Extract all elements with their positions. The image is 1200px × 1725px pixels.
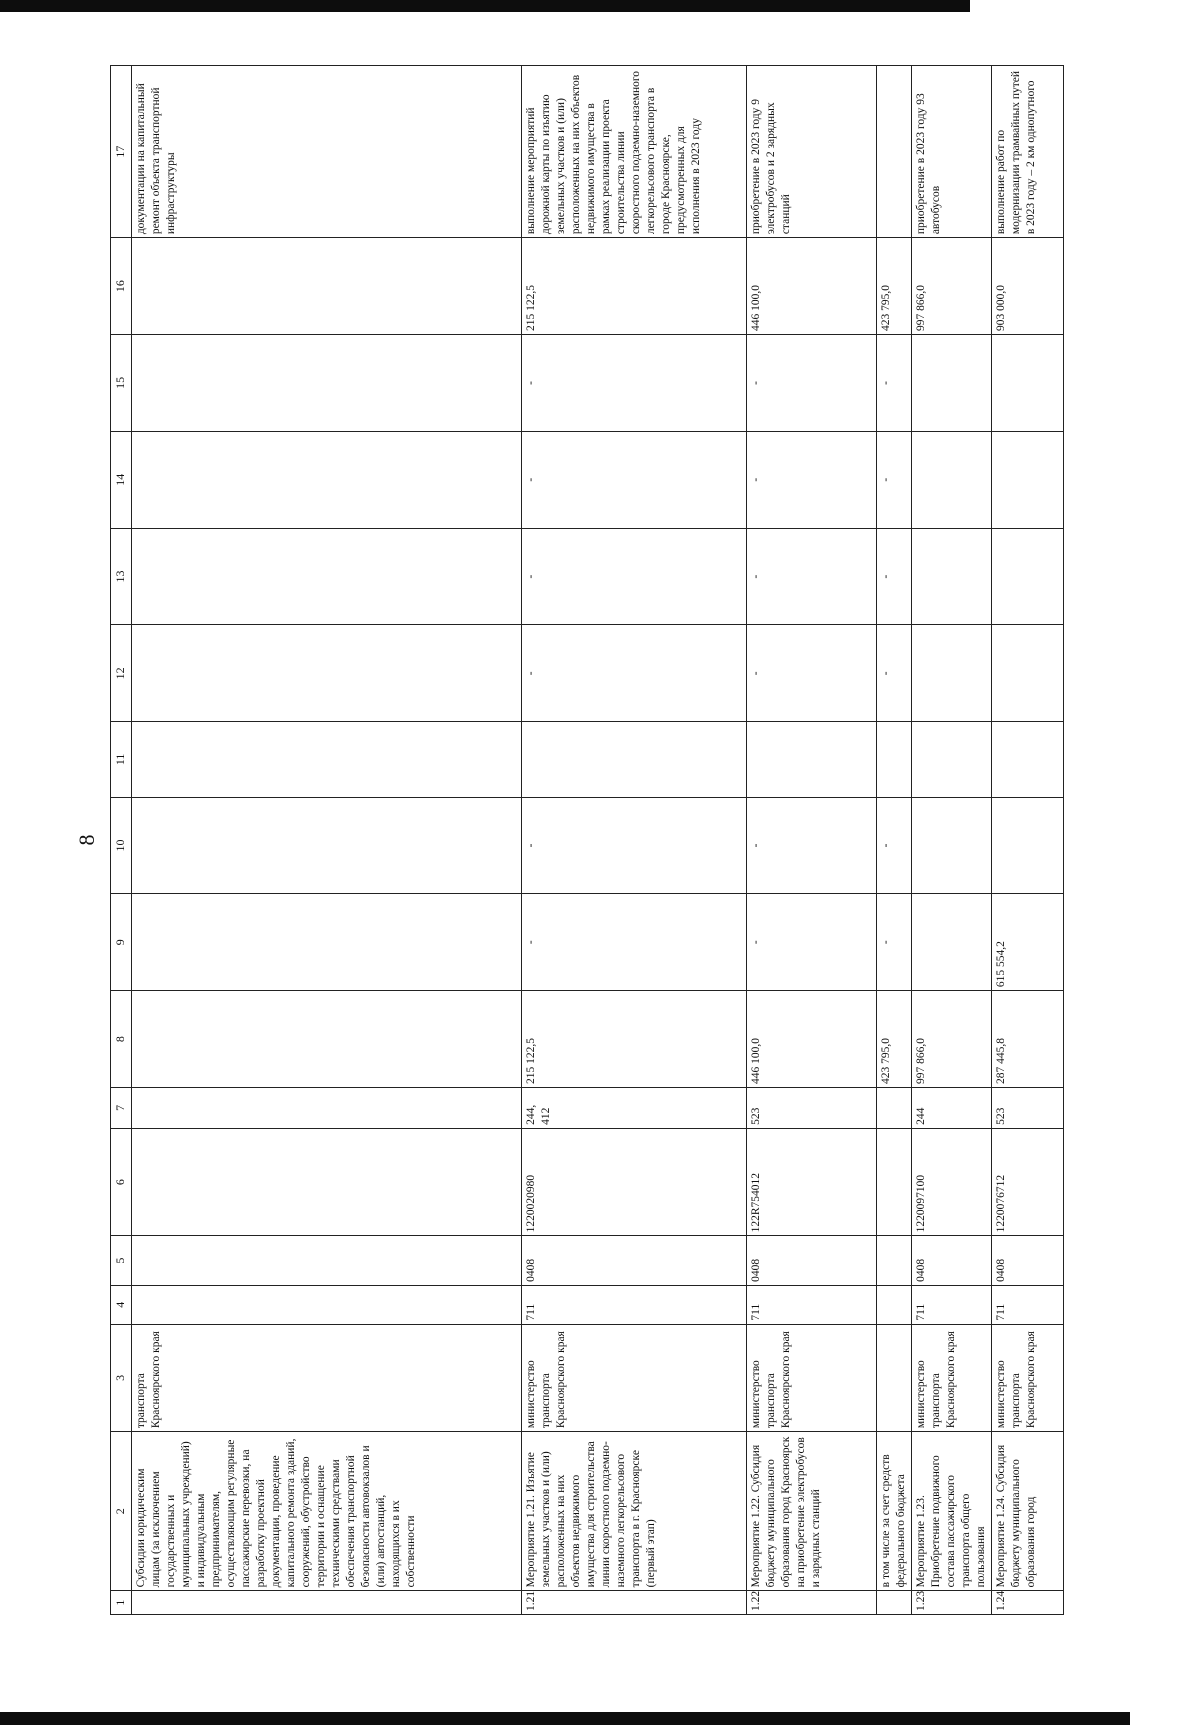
table-cell-col-10 (132, 797, 522, 894)
table-cell-col-16 (132, 238, 522, 335)
table-cell-col-8: 997 866,0 (912, 991, 992, 1088)
table-cell-col-8: 446 100,0 (747, 991, 877, 1088)
table-cell-col-1 (877, 1591, 912, 1615)
table-cell-col-10 (912, 797, 992, 894)
table-cell-col-6: 1220020980 (522, 1128, 747, 1236)
table-cell-col-1: 1.21 (522, 1591, 747, 1615)
table-cell-col-15 (992, 334, 1064, 431)
table-cell-col-5: 0408 (912, 1236, 992, 1285)
table-cell-col-11 (132, 722, 522, 797)
table-cell-col-4: 711 (747, 1285, 877, 1324)
budget-table (110, 65, 1064, 1615)
table-cell-col-13: - (747, 528, 877, 625)
table-cell-col-17: приобретение в 2023 году 93 автобусов (912, 66, 992, 238)
table-cell-col-17: выполнение мероприятий дорожной карты по изъятию земельных участков и (или) расположенных на них объектов недвижимого имущества в рамках реализации проекта строительства линии скоростного подземно-наземного легкорельсового транспорта в городе Красноярске, предусмотренных для исполнения в 2023 году (522, 66, 747, 238)
table-cell-col-9: - (877, 894, 912, 991)
table-cell-col-16: 215 122,5 (522, 238, 747, 335)
table-row (522, 66, 747, 1615)
column-number: 9 (111, 894, 132, 991)
table-cell-col-12: - (877, 625, 912, 722)
table-cell-col-12 (912, 625, 992, 722)
table-cell-col-3 (877, 1324, 912, 1432)
table-cell-col-14: - (877, 431, 912, 528)
table-cell-col-11 (877, 722, 912, 797)
table-cell-col-7 (877, 1087, 912, 1128)
table-cell-col-9: - (747, 894, 877, 991)
table-cell-col-6: 122R754012 (747, 1128, 877, 1236)
column-number: 15 (111, 334, 132, 431)
table-cell-col-4 (132, 1285, 522, 1324)
table-cell-col-15: - (747, 334, 877, 431)
table-cell-col-3: министерство транспорта Красноярского края (747, 1324, 877, 1432)
table-cell-col-4: 711 (912, 1285, 992, 1324)
column-number: 17 (111, 66, 132, 238)
table-cell-col-14 (132, 431, 522, 528)
column-number: 16 (111, 238, 132, 335)
table-cell-col-10 (992, 797, 1064, 894)
rotated-page (74, 65, 1060, 1615)
table-cell-col-10: - (877, 797, 912, 894)
table-cell-col-2: в том числе за счет средств федерального бюджета (877, 1432, 912, 1591)
table-cell-col-1: 1.24 (992, 1591, 1064, 1615)
column-number-row (111, 66, 132, 1615)
table-cell-col-3: министерство транспорта Красноярского края (992, 1324, 1064, 1432)
column-number: 10 (111, 797, 132, 894)
table-cell-col-2: Субсидии юридическим лицам (за исключением государственных и муниципальных учреждений) и индивидуальным предпринимателям, осуществляющим регулярные пассажирские перевозки, на разработку проектной документации, проведение капитального ремонта зданий, сооружений, обустройство территории и оснащение техническими средствами обеспечения транспортной безопасности автовокзалов и (или) автостанций, находящихся в их собственности (132, 1432, 522, 1591)
table-cell-col-16: 446 100,0 (747, 238, 877, 335)
column-number: 3 (111, 1324, 132, 1432)
table-cell-col-7: 244, 412 (522, 1087, 747, 1128)
table-cell-col-13 (912, 528, 992, 625)
table-cell-col-11 (912, 722, 992, 797)
table-cell-col-16: 423 795,0 (877, 238, 912, 335)
table-cell-col-15: - (522, 334, 747, 431)
table-cell-col-4: 711 (992, 1285, 1064, 1324)
table-row (992, 66, 1064, 1615)
table-cell-col-17: приобретение в 2023 году 9 электробусов и 2 зарядных станций (747, 66, 877, 238)
table-cell-col-12: - (522, 625, 747, 722)
table-cell-col-8: 215 122,5 (522, 991, 747, 1088)
table-cell-col-8: 287 445,8 (992, 991, 1064, 1088)
table-cell-col-16: 997 866,0 (912, 238, 992, 335)
table-cell-col-1: 1.23 (912, 1591, 992, 1615)
column-number: 2 (111, 1432, 132, 1591)
table-cell-col-4: 711 (522, 1285, 747, 1324)
table-row (132, 66, 522, 1615)
table-cell-col-11 (992, 722, 1064, 797)
table-cell-col-11 (747, 722, 877, 797)
column-number: 7 (111, 1087, 132, 1128)
scan-edge-top (0, 0, 1200, 12)
table-cell-col-1: 1.22 (747, 1591, 877, 1615)
scan-edge-bottom (0, 1712, 1200, 1725)
table-cell-col-14: - (747, 431, 877, 528)
table-cell-col-6: 1220076712 (992, 1128, 1064, 1236)
table-cell-col-11 (522, 722, 747, 797)
table-cell-col-1 (132, 1591, 522, 1615)
table-cell-col-7: 244 (912, 1087, 992, 1128)
table-cell-col-6: 1220097100 (912, 1128, 992, 1236)
table-cell-col-4 (877, 1285, 912, 1324)
table-cell-col-13: - (522, 528, 747, 625)
column-number: 14 (111, 431, 132, 528)
table-cell-col-15 (132, 334, 522, 431)
table-cell-col-7: 523 (747, 1087, 877, 1128)
table-cell-col-5 (132, 1236, 522, 1285)
table-cell-col-15: - (877, 334, 912, 431)
table-cell-col-12: - (747, 625, 877, 722)
column-number: 8 (111, 991, 132, 1088)
table-cell-col-2: Мероприятие 1.21. Изъятие земельных участков и (или) расположенных на них объектов недвижимого имущества для строительства линии скоростного подземно-наземного легкорельсового транспорта в г. Красноярске (первый этап) (522, 1432, 747, 1591)
table-cell-col-8: 423 795,0 (877, 991, 912, 1088)
table-cell-col-6 (132, 1128, 522, 1236)
table-cell-col-14 (992, 431, 1064, 528)
table-cell-col-9: 615 554,2 (992, 894, 1064, 991)
table-cell-col-13 (992, 528, 1064, 625)
column-number: 1 (111, 1591, 132, 1615)
table-cell-col-7: 523 (992, 1087, 1064, 1128)
table-cell-col-5: 0408 (747, 1236, 877, 1285)
table-cell-col-10: - (522, 797, 747, 894)
table-cell-col-2: Мероприятие 1.22. Субсидия бюджету муниципального образования город Красноярск на приобретение электробусов и зарядных станций (747, 1432, 877, 1591)
table-cell-col-3: транспорта Красноярского края (132, 1324, 522, 1432)
table-cell-col-17: документации на капитальный ремонт объекта транспортной инфраструктуры (132, 66, 522, 238)
table-cell-col-2: Мероприятие 1.23. Приобретение подвижного состава пассажирского транспорта общего пользования (912, 1432, 992, 1591)
table-cell-col-7 (132, 1087, 522, 1128)
table-row (877, 66, 912, 1615)
column-number: 4 (111, 1285, 132, 1324)
table-cell-col-17: выполнение работ по модернизации трамвайных путей в 2023 году – 2 км однопутного (992, 66, 1064, 238)
table-cell-col-14: - (522, 431, 747, 528)
table-cell-col-17 (877, 66, 912, 238)
table-row (912, 66, 992, 1615)
table-cell-col-9 (132, 894, 522, 991)
table-cell-col-9: - (522, 894, 747, 991)
table-cell-col-9 (912, 894, 992, 991)
table-cell-col-12 (132, 625, 522, 722)
page-number: 8 (74, 834, 99, 846)
table-cell-col-5 (877, 1236, 912, 1285)
table-cell-col-15 (912, 334, 992, 431)
column-number: 5 (111, 1236, 132, 1285)
table-cell-col-10: - (747, 797, 877, 894)
column-number: 6 (111, 1128, 132, 1236)
column-number: 11 (111, 722, 132, 797)
table-cell-col-13 (132, 528, 522, 625)
table-cell-col-14 (912, 431, 992, 528)
table-cell-col-6 (877, 1128, 912, 1236)
table-cell-col-12 (992, 625, 1064, 722)
table-cell-col-13: - (877, 528, 912, 625)
table-row (747, 66, 877, 1615)
table-cell-col-16: 903 000,0 (992, 238, 1064, 335)
table-cell-col-3: министерство транспорта Красноярского края (912, 1324, 992, 1432)
table-cell-col-3: министерство транспорта Красноярского края (522, 1324, 747, 1432)
table-cell-col-2: Мероприятие 1.24. Субсидия бюджету муниципального образования город (992, 1432, 1064, 1591)
table-cell-col-5: 0408 (522, 1236, 747, 1285)
column-number: 12 (111, 625, 132, 722)
column-number: 13 (111, 528, 132, 625)
table-cell-col-8 (132, 991, 522, 1088)
table-cell-col-5: 0408 (992, 1236, 1064, 1285)
